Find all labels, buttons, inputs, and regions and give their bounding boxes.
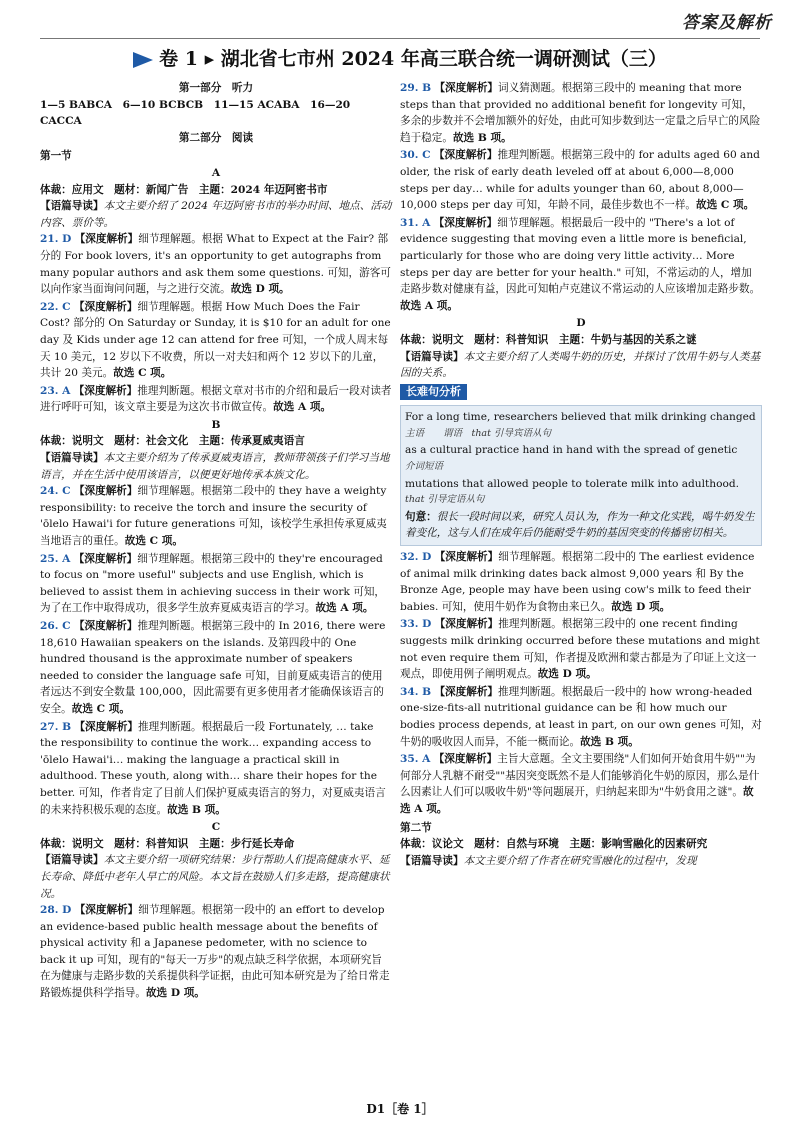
passage-a-meta: 体裁：应用文 题材：新闻广告 主题：2024 年迈阿密书市 xyxy=(40,183,328,196)
question-33: 33. D 【深度解析】推理判断题。根据第三段中的 one recent finding suggests milk drinking occurred before these mutations and might not even require them 可知，作者提及欧洲和蒙古都是为了印证上文这一观点，即使用例子阐明观点。故选 D 项。 xyxy=(400,618,760,681)
passage-a-letter: A xyxy=(211,166,221,179)
sentence-line-2: as a cultural practice hand in hand with the spread of genetic xyxy=(405,444,738,457)
grammar-note-2: 介词短语 xyxy=(405,461,444,473)
section-1-title: 第一节 xyxy=(40,150,72,163)
passage-b-meta: 体裁：说明文 题材：社会文化 主题：传承夏威夷语言 xyxy=(40,435,305,448)
question-23: 23. A 【深度解析】推理判断题。根据文章对书市的介绍和最后一段对读者进行呼吁可知，该文章主要是为这次书市做宣传。故选 A 项。 xyxy=(40,384,392,414)
sentence-translation: 句意：很长一段时间以来，研究人员认为，作为一种文化实践，喝牛奶发生着变化，这与人们在成年后仍能耐受牛奶的基因突变的传播密切相关。 xyxy=(405,510,755,540)
question-26: 26. C 【深度解析】推理判断题。根据第三段中的 In 2016, there were 18,610 Hawaiian speakers on the islands. 及第四段中的 One hundred thousand is the approximate number of speakers needed to consider the language safe 可知，目前夏威夷语言的使用者远达不到安全数量 100,000，因此需要有更多使用者才能确保该语言的安全。故选 C 项。 xyxy=(40,620,386,715)
grammar-note-3: that 引导定语从句 xyxy=(405,494,485,506)
question-25: 25. A 【深度解析】细节理解题。根据第三段中的 they're encouraged to focus on "more useful" subjects and use English, which is believed to assist them in achieving success in their work 可知，为了在工作中取得成功，很多学生放弃夏威夷语言的学习。故选 A 项。 xyxy=(40,552,386,615)
question-27: 27. B 【深度解析】推理判断题。根据最后一段 Fortunately, … take the responsibility to continue the work… expanding access to 'ōlelo Hawai'i… making the language a practical skill in adulthood. These youth, along with… share their hopes for the better. 可知，作者肯定了目前人们保护夏威夷语言的努力，对夏威夷语言的未来持积极乐观的态度。故选 B 项。 xyxy=(40,720,386,816)
passage-a-guide: 【语篇导读】本文主要介绍了 2024 年迈阿密书市的举办时间、地点、活动内容、票价等。 xyxy=(40,200,392,229)
page-footer: D1［卷 1］ xyxy=(366,1102,434,1116)
question-34: 34. B 【深度解析】推理判断题。根据最后一段中的 how wrong-headed one-size-fits-all nutritional guidance can be 和 how much our bodies process depends, at least in part, on our own genes 可知，对牛奶的吸收因人而异，不能一概而论。故选 B 项。 xyxy=(400,685,762,748)
passage-d-meta: 体裁：说明文 题材：科普知识 主题：牛奶与基因的关系之谜 xyxy=(400,333,697,346)
passage-e-meta: 体裁：议论文 题材：自然与环境 主题：影响雪融化的因素研究 xyxy=(400,838,708,851)
right-column xyxy=(400,80,762,869)
long-sentence-title: 长难句分析 xyxy=(400,384,467,401)
part1-title: 第一部分 听力 xyxy=(178,82,254,94)
header-rule xyxy=(40,38,760,39)
question-21: 21. D 【深度解析】细节理解题。根据 What to Expect at the Fair? 部分的 For book lovers, it's an opportunity to get autographs from many popular authors and ask them some questions. 可知，游客可以向作家当面询问问题，与之进行交流。故选 D 项。 xyxy=(40,233,391,296)
passage-d-guide: 【语篇导读】本文主要介绍了人类喝牛奶的历史，并探讨了饮用牛奶与人类基因的关系。 xyxy=(400,350,761,380)
passage-d-letter: D xyxy=(576,317,586,330)
sentence-line-1: For a long time, researchers believed that milk drinking changed xyxy=(405,411,756,424)
question-24: 24. C 【深度解析】细节理解题。根据第二段中的 they have a weighty responsibility: to receive the torch and insure the security of 'ōlelo Hawai'i for future generations 可知，该校学生承担传承夏威夷当地语言的重任。故选 C 项。 xyxy=(40,485,387,548)
part2-title: 第二部分 阅读 xyxy=(178,131,254,144)
question-31: 31. A 【深度解析】细节理解题。根据最后一段中的 "There's a lot of evidence suggesting that moving even a little more is beneficial, particularly for those who are doing very little activity… More steps per day are better for your health." 可知，不常运动的人，增加走路步数对健康有益，因此可知帕卢克建议不常运动的人应该增加走路步数。故选 A 项。 xyxy=(400,216,761,312)
section-2-title: 第二节 xyxy=(400,821,432,834)
passage-c-letter: C xyxy=(211,821,221,834)
long-sentence-box xyxy=(400,405,762,546)
passage-b-letter: B xyxy=(211,418,221,431)
passage-c-meta: 体裁：说明文 题材：科普知识 主题：步行延长寿命 xyxy=(40,837,295,850)
grammar-note-1: 主语 谓语 that 引导宾语从句 xyxy=(405,427,551,439)
left-column xyxy=(40,80,392,1003)
question-35: 35. A 【深度解析】主旨大意题。全文主要围绕"人们如何开始食用牛奶""为何部分人乳糖不耐受""基因突变既然不是人们能够消化牛奶的原因，那么是什么因素让人们可以吸收牛奶"等问题展开，归纳起来即为"牛奶食用之谜"。故选 A 项。 xyxy=(400,753,760,815)
question-32: 32. D 【深度解析】细节理解题。根据第二段中的 The earliest evidence of animal milk drinking dates back almost 9,000 years 和 By the Bronze Age, people may have been using cow's milk to feed their babies. 可知，使用牛奶作为食物由来已久。故选 D 项。 xyxy=(400,551,755,613)
passage-b-guide: 【语篇导读】本文主要介绍为了传承夏威夷语言，教师带领孩子们学习当地语言，并在生活中使用该语言，以便更好地传承本族文化。 xyxy=(40,452,390,481)
question-22: 22. C 【深度解析】细节理解题。根据 How Much Does the Fair Cost? 部分的 On Saturday or Sunday, it is $10 for an adult for one day 及 Kids under age 12 can attend for free 可知，一个成人周末每天 10 美元，12 岁以下不收费，所以一对夫妇和两个 12 岁以下的儿童，共计 20 美元。故选 C 项。 xyxy=(40,300,391,380)
question-30: 30. C 【深度解析】推理判断题。根据第三段中的 for adults aged 60 and older, the risk of early death leveled off at about 6,000—8,000 steps per day… while for adults younger than 60, about 8,000—10,000 steps per day 可知，年龄不同，最佳步数也不一样。故选 C 项。 xyxy=(400,149,760,212)
question-29: 29. B 【深度解析】词义猜测题。根据第三段中的 meaning that more steps than that provided no additional benefit for longevity 可知，多余的步数并不会增加额外的好处，由此可知步数到达一定量之后早亡的风险趋于稳定。故选 B 项。 xyxy=(400,82,761,144)
sentence-line-3: mutations that allowed people to tolerate milk into adulthood. xyxy=(405,477,739,490)
page-title: 卷 1 ▸ 湖北省七市州 2024 年高三联合统一调研测试（三） xyxy=(0,44,800,71)
header-label: 答案及解析 xyxy=(682,13,772,33)
paper-plane-icon xyxy=(133,52,153,68)
passage-e-guide: 【语篇导读】本文主要介绍了作者在研究雪融化的过程中，发现 xyxy=(400,854,697,867)
listening-answers: 1—5 BABCA 6—10 BCBCB 11—15 ACABA 16—20 CACCA xyxy=(40,98,351,128)
question-28: 28. D 【深度解析】细节理解题。根据第一段中的 an effort to develop an evidence-based public health message about the benefits of physical activity 和 a Japanese pedometer, with no science to back it up 可知，现有的"每天一万步"的观点缺乏科学依据，本项研究旨在为健康与走路步数的关系提供科学证据，由此可知本研究是为了给日常走路锻炼提供科学指导。故选 D 项。 xyxy=(40,904,390,1000)
passage-c-guide: 【语篇导读】本文主要介绍一项研究结果：步行帮助人们提高健康水平、延长寿命、降低中老年人早亡的风险。本文旨在鼓励人们多走路，提高健康状况。 xyxy=(40,854,390,900)
